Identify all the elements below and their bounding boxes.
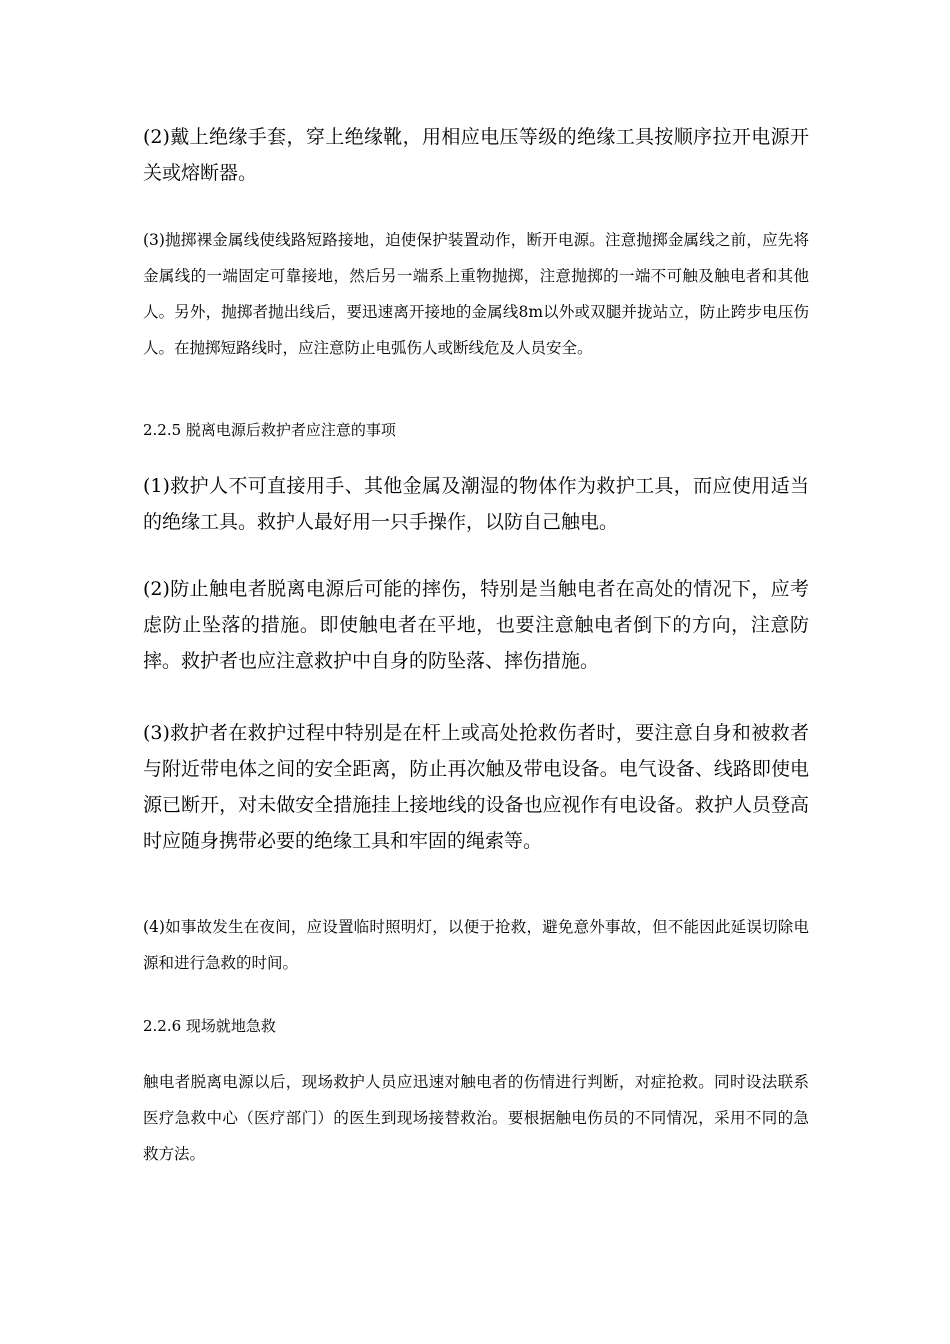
paragraph-rescuer-item-1: (1)救护人不可直接用手、其他金属及潮湿的物体作为救护工具，而应使用适当的绝缘工具。救护人最好用一只手操作，以防自己触电。 [143, 475, 809, 533]
paragraph-rescuer-item-3: (3)救护者在救护过程中特别是在杆上或高处抢救伤者时，要注意自身和被救者与附近带电体之间的安全距离，防止再次触及带电设备。电气设备、线路即使电源已断开，对未做安全措施挂上接地线的设备也应视作有电设备。救护人员登高时应随身携带必要的绝缘工具和牢固的绳索等。 [143, 722, 809, 852]
section-heading-2-2-5: 2.2.5 脱离电源后救护者应注意的事项 [143, 421, 396, 439]
paragraph-item-3-throw-wire: (3)抛掷裸金属线使线路短路接地，迫使保护装置动作，断开电源。注意抛掷金属线之前，应先将金属线的一端固定可靠接地，然后另一端系上重物抛掷，注意抛掷的一端不可触及触电者和其他人。另外，抛掷者抛出线后，要迅速离开接地的金属线8m以外或双腿并拢站立，防止跨步电压伤人。在抛掷短路线时，应注意防止电弧伤人或断线危及人员安全。 [143, 231, 809, 357]
section-heading-2-2-6: 2.2.6 现场就地急救 [143, 1017, 276, 1035]
paragraph-rescuer-item-4: (4)如事故发生在夜间，应设置临时照明灯，以便于抢救，避免意外事故，但不能因此延误切除电源和进行急救的时间。 [143, 918, 809, 972]
paragraph-rescuer-item-2: (2)防止触电者脱离电源后可能的摔伤，特别是当触电者在高处的情况下，应考虑防止坠落的措施。即使触电者在平地，也要注意触电者倒下的方向，注意防摔。救护者也应注意救护中自身的防坠落、摔伤措施。 [143, 578, 809, 672]
paragraph-item-2-wear-insulation: (2)戴上绝缘手套，穿上绝缘靴，用相应电压等级的绝缘工具按顺序拉开电源开关或熔断器。 [143, 126, 809, 184]
paragraph-on-site-first-aid: 触电者脱离电源以后，现场救护人员应迅速对触电者的伤情进行判断，对症抢救。同时设法联系医疗急救中心（医疗部门）的医生到现场接替救治。要根据触电伤员的不同情况，采用不同的急救方法。 [143, 1073, 809, 1163]
